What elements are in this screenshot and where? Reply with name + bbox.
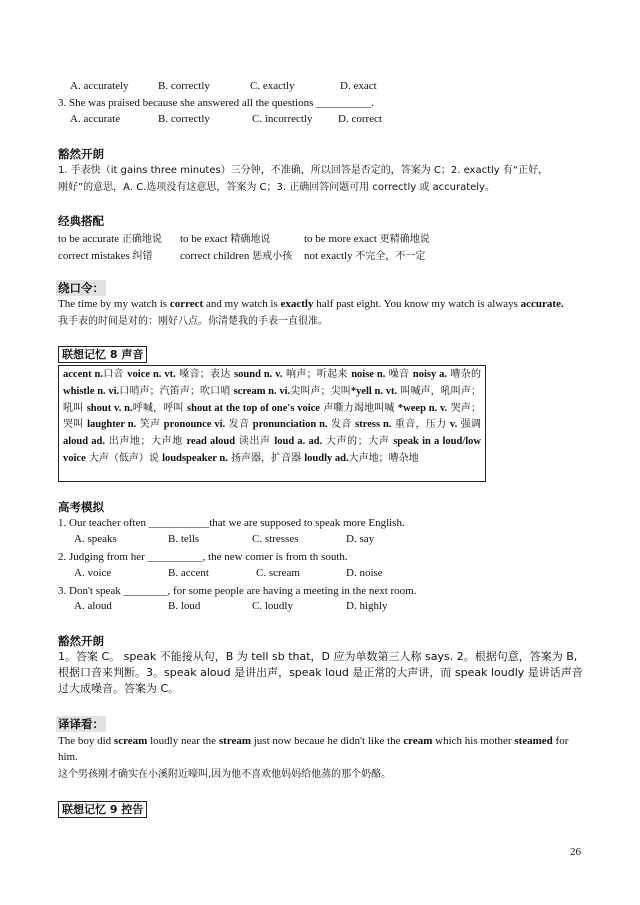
collocation-4: correct mistakes 纠错 [58,250,153,262]
memory8-gloss: 发音 [327,419,356,431]
memory8-gloss: 强调 [457,419,481,431]
memory8-gloss: 重音，压力 [391,419,450,431]
memory8-term: *weep n. v. [397,402,448,414]
mock-q2-option-a: A. voice [74,567,112,579]
mock-q3-option-b: B. loud [168,600,201,612]
memory8-term: *yell n. vt. [350,385,398,397]
memory8-term: whistle n. vi. [63,385,120,397]
memory8-term: shout v. n. [86,402,133,414]
q2-option-b: B. correctly [158,80,210,92]
memory8-term: v. [449,419,458,431]
memory8-gloss: 扬声器，扩音器 [227,452,305,464]
memory8-term: noise n. [351,369,386,380]
collocation-6: not exactly 不完全，不一定 [304,250,426,262]
memory8-gloss: 出声地；大声地 [105,436,187,448]
memory8-gloss: 笑声 [136,419,164,431]
mock-q3-question: 3. Don't speak ________, for some people are having a meeting in the next room. [58,585,417,597]
translate-cn: 这个男孩刚才确实在小溪附近嚎叫,因为他不喜欢他妈妈给他蒸的那个奶酪。 [58,769,392,780]
mock-q1-option-a: A. speaks [74,533,117,545]
memory8-term: laughter n. [87,419,137,431]
memory8-gloss: 噪音 [385,369,413,380]
memory8-term: loud a. ad. [274,436,323,448]
mock-q2-option-d: D. noise [346,567,383,579]
collocation-3: to be more exact 更精确地说 [304,233,430,245]
memory8-term: loudly ad. [304,452,349,464]
mock-q1-option-b: B. tells [168,533,200,545]
q2-option-d: D. exact [340,80,377,92]
memory8-gloss: 大声的；大声 [322,436,394,448]
mock-q1-option-d: D. say [346,533,375,545]
memory8-term: pronounce vi. [163,419,226,431]
memory8-gloss: 尖叫声；尖叫 [290,385,351,397]
memory8-gloss: 嘈杂的 [447,369,482,380]
memory8-term: read aloud [186,436,236,448]
memory9-heading: 联想记忆 9 控告 [58,801,147,818]
memory8-gloss: 响声；听起来 [282,369,352,380]
tongue-twister-cn: 我手表的时间是对的：刚好八点。你清楚我的手表一直很准。 [58,316,328,327]
memory8-heading: 联想记忆 8 声音 [58,346,147,363]
explain1-heading: 豁然开朗 [58,147,104,161]
memory8-term: shout at the top of one's voice [187,402,320,414]
mock-q2-question: 2. Judging from her __________, the new comer is from th south. [58,551,348,563]
memory8-gloss: 呼喊，呼叫 [132,402,188,414]
collocation-2: to be exact 精确地说 [180,233,271,245]
q3-option-c: C. incorrectly [252,113,313,125]
memory8-gloss: 嗓音；表达 [175,369,235,380]
memory8-term: scream n. vi. [233,385,291,397]
memory8-gloss: 叫喊声，吼叫声；吼叫 [63,385,481,414]
collocations-heading: 经典搭配 [58,214,104,228]
explain2-heading: 豁然开朗 [58,634,104,648]
mock-q1-question: 1. Our teacher often ___________that we are supposed to speak more English. [58,517,405,529]
mock-q3-option-c: C. loudly [252,600,293,612]
mock-q2-option-c: C. scream [256,567,300,579]
q2-option-a: A. accurately [70,80,129,92]
memory8-gloss: 读出声 [235,436,275,448]
q3-option-a: A. accurate [70,113,121,125]
memory8-gloss: 大声（低声）说 [85,452,163,464]
mock-heading: 高考模拟 [58,500,104,514]
q3-option-b: B. correctly [158,113,210,125]
explain2-text: 1。答案 C。 speak 不能接从句，B 为 tell sb that，D 应为单数第三人称 says. 2。根据句意，答案为 B, 根据口音来判断。3。speak aloud 是讲出声，speak loud 是正常的大声讲，而 speak loudly 是讲话声音过大成噪音。答案为 C。 [58,650,583,695]
collocation-1: to be accurate 正确地说 [58,233,162,245]
memory8-gloss: 口哨声；汽笛声；吹口哨 [119,385,234,397]
memory8-term: loudspeaker n. [162,452,228,464]
memory8-gloss: 声嘶力竭地叫喊 [319,402,398,414]
page-number: 26 [570,846,581,858]
memory8-gloss: 大声地；嘈杂地 [348,452,419,464]
memory8-term: stress n. [355,419,392,431]
mock-q2-option-b: B. accent [168,567,209,579]
mock-q3-option-a: A. aloud [74,600,112,612]
memory8-term: sound n. v. [234,369,283,380]
translate-en: The boy did scream loudly near the stream just now becaue he didn't like the cream which his mother steamed for him. [58,735,569,763]
memory8-gloss: 哭声；哭叫 [63,402,481,431]
q3-question: 3. She was praised because she answered all the questions __________. [58,97,374,109]
explain1-line2: 刚好”的意思，A. C.选项没有这意思，答案为 C；3. 正确回答问题可用 correctly 或 accurately。 [58,182,495,193]
collocation-5: correct children 惩戒小孩 [180,250,293,262]
memory8-gloss: 口音 [102,369,128,380]
memory8-term: pronunciation n. [252,419,328,431]
q3-option-d: D. correct [338,113,382,125]
tongue-twister-en: The time by my watch is correct and my watch is exactly half past eight. You know my watch is always accurate. [58,298,564,310]
memory8-term: noisy a. [412,369,447,380]
memory8-term: speak in a loud/low voice [63,436,481,464]
tongue-twister-heading: 绕口令： [58,281,104,295]
memory8-gloss: 发音 [225,419,253,431]
memory8-term: voice n. vt. [127,369,176,380]
translate-heading: 译译看： [58,717,104,731]
memory8-term: aloud ad. [63,436,106,448]
explain1-line1: 1. 手表快（it gains three minutes）三分钟，不准确，所以回答是否定的，答案为 C；2. exactly 有“正好， [58,165,549,176]
mock-q3-option-d: D. highly [346,600,388,612]
memory8-term: accent n. [63,369,103,380]
memory8-box [58,365,486,482]
q2-option-c: C. exactly [250,80,295,92]
mock-q1-option-c: C. stresses [252,533,299,545]
